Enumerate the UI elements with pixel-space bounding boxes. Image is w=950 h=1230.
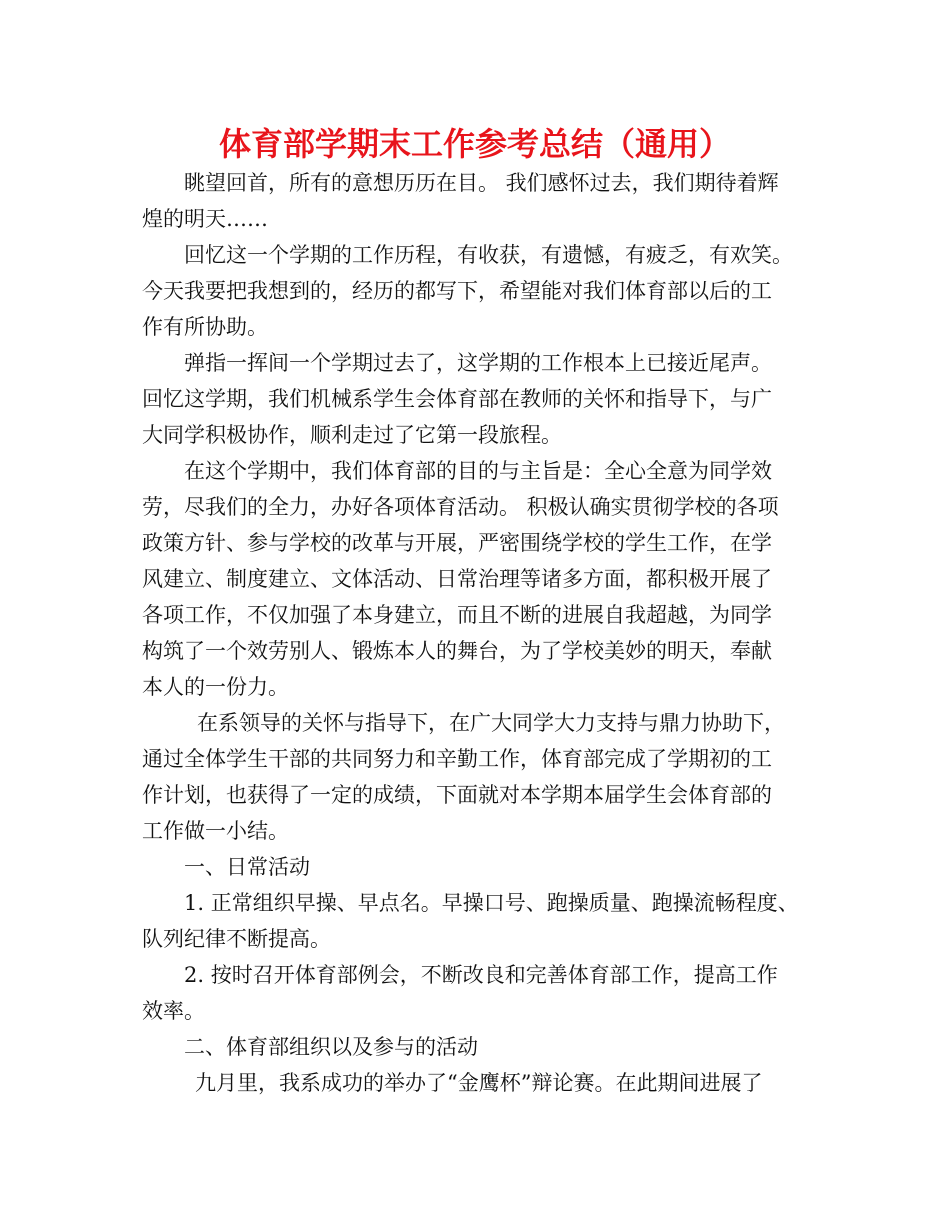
paragraph-line: 煌的明天…… xyxy=(142,207,268,231)
paragraph-line: 劳，尽我们的全力，办好各项体育活动。 积极认确实贯彻学校的各项 xyxy=(142,495,779,519)
section-heading: 二、体育部组织以及参与的活动 xyxy=(184,1035,478,1059)
paragraph-line: 各项工作，不仅加强了本身建立，而且不断的进展自我超越，为同学 xyxy=(142,603,772,627)
paragraph-line: 大同学积极协作，顺利走过了它第一段旅程。 xyxy=(142,423,562,447)
document-title: 体育部学期末工作参考总结（通用） xyxy=(218,125,731,163)
paragraph-line: 风建立、制度建立、文体活动、日常治理等诸多方面，都积极开展了 xyxy=(142,567,772,591)
paragraph-line: 九月里，我系成功的举办了“金鹰杯”辩论赛。在此期间进展了 xyxy=(195,1071,763,1095)
paragraph-line: 在这个学期中，我们体育部的目的与主旨是：全心全意为同学效 xyxy=(184,459,772,483)
paragraph-line: 作计划，也获得了一定的成绩，下面就对本学期本届学生会体育部的 xyxy=(142,783,772,807)
list-item: 1. 正常组织早操、早点名。早操口号、跑操质量、跑操流畅程度、 xyxy=(184,891,799,915)
list-item: 2. 按时召开体育部例会，不断改良和完善体育部工作，提高工作 xyxy=(184,963,778,987)
paragraph-line: 通过全体学生干部的共同努力和辛勤工作，体育部完成了学期初的工 xyxy=(142,747,772,771)
section-heading: 一、日常活动 xyxy=(184,855,310,879)
paragraph-line: 构筑了一个效劳别人、锻炼本人的舞台，为了学校美妙的明天，奉献 xyxy=(142,639,772,663)
paragraph-line: 政策方针、参与学校的改革与开展，严密围绕学校的学生工作，在学 xyxy=(142,531,772,555)
paragraph-line: 作有所协助。 xyxy=(142,315,268,339)
paragraph-line: 弹指一挥间一个学期过去了，这学期的工作根本上已接近尾声。 xyxy=(184,351,772,375)
paragraph-line: 眺望回首，所有的意想历历在目。 我们感怀过去，我们期待着辉 xyxy=(184,171,779,195)
paragraph-line: 队列纪律不断提高。 xyxy=(142,927,331,951)
paragraph-line: 效率。 xyxy=(142,999,205,1023)
paragraph-line: 在系领导的关怀与指导下，在广大同学大力支持与鼎力协助下， xyxy=(197,711,785,735)
paragraph-line: 回忆这学期，我们机械系学生会体育部在教师的关怀和指导下，与广 xyxy=(142,387,772,411)
paragraph-line: 本人的一份力。 xyxy=(142,675,289,699)
paragraph-line: 工作做一小结。 xyxy=(142,819,289,843)
paragraph-line: 今天我要把我想到的，经历的都写下，希望能对我们体育部以后的工 xyxy=(142,279,772,303)
paragraph-line: 回忆这一个学期的工作历程，有收获，有遗憾，有疲乏，有欢笑。 xyxy=(184,243,793,267)
